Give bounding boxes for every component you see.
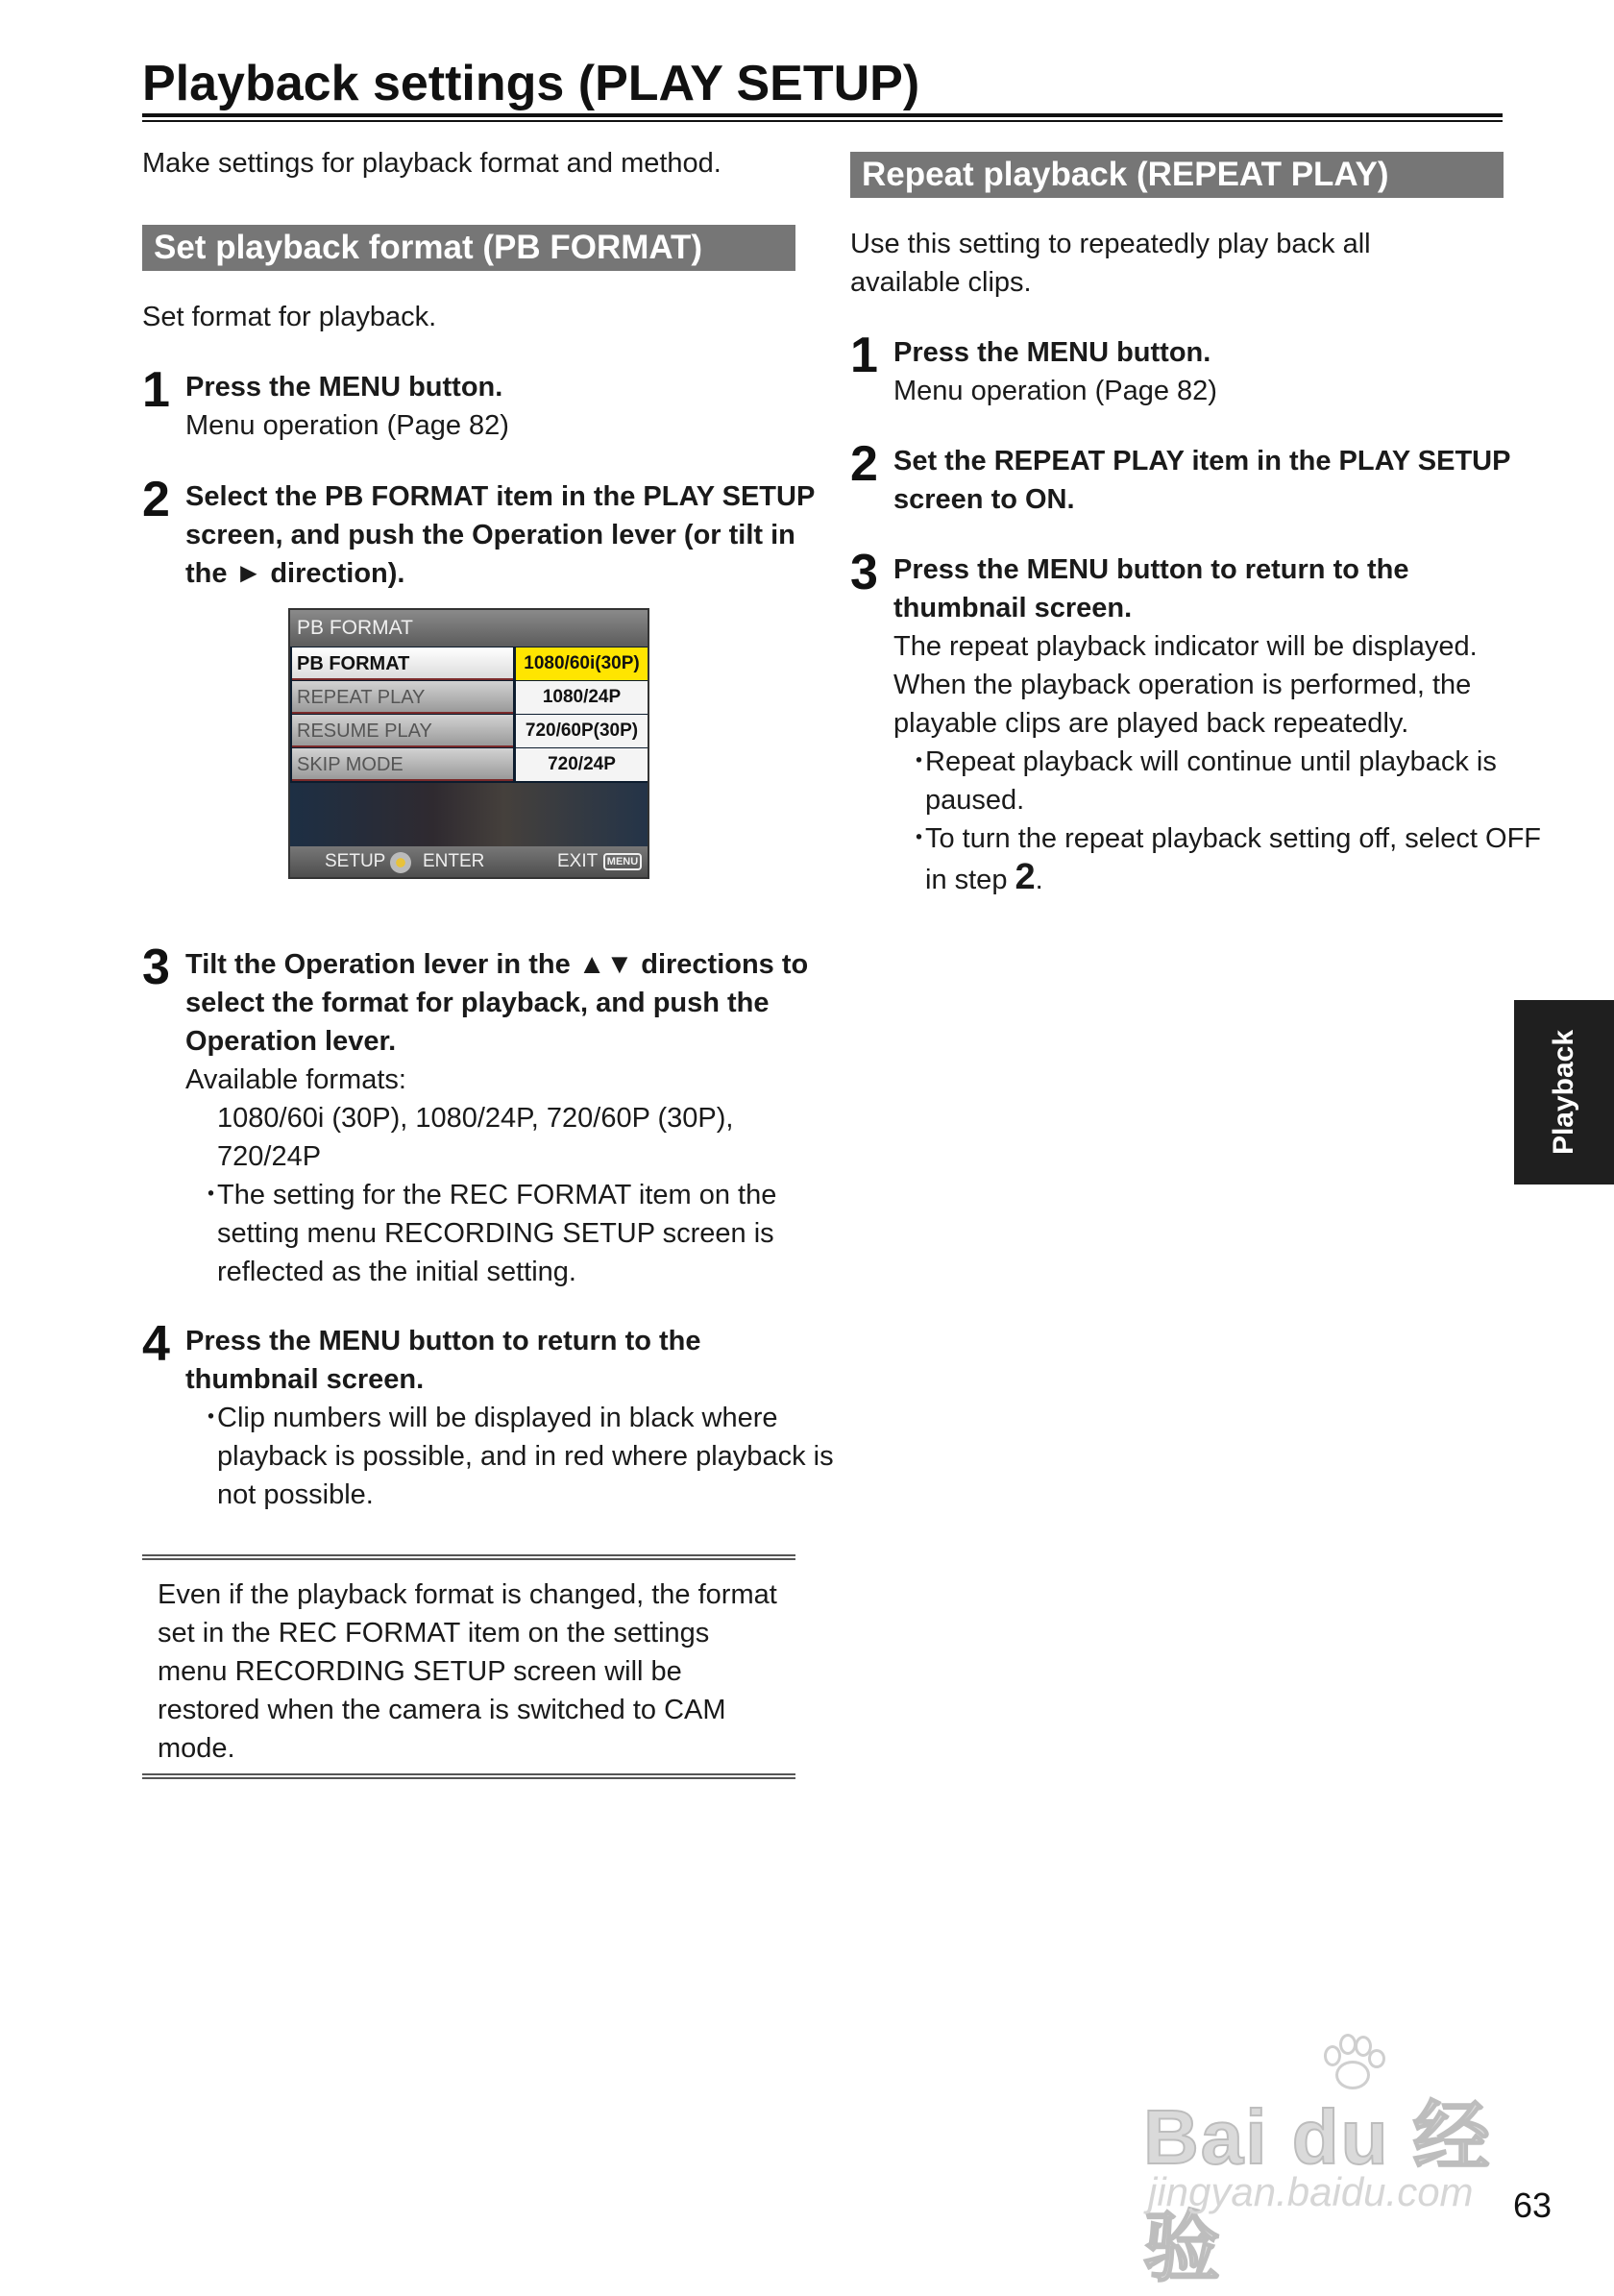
bullet-text: Clip numbers will be displayed in black where playback is possible, and in red where playback is not possible. bbox=[217, 1403, 834, 1510]
step-title: Press the MENU button. bbox=[185, 372, 503, 403]
bullet-item bbox=[893, 743, 1547, 819]
menu-row-pb-format bbox=[290, 647, 648, 680]
menu-footer bbox=[290, 846, 648, 877]
menu-key-icon: MENU bbox=[603, 853, 642, 870]
menu-row-resume-play bbox=[290, 715, 648, 747]
step-number: 4 bbox=[142, 1316, 170, 1372]
lead-text: Use this setting to repeatedly play back all available clips. bbox=[850, 229, 1371, 298]
note-rule-bottom bbox=[142, 1773, 795, 1779]
note-text: Even if the playback format is changed, the format set in the REC FORMAT item on the settings menu RECORDING SETUP screen will be restored when the camera is switched to CAM mode. bbox=[158, 1579, 777, 1764]
step-title: Press the MENU button. bbox=[893, 337, 1211, 368]
intro-text: Make settings for playback format and method. bbox=[142, 148, 721, 179]
bullet-glyph: ・ bbox=[905, 746, 934, 777]
title-rule bbox=[142, 113, 1503, 122]
bullet-item bbox=[185, 1176, 839, 1291]
bullet-glyph: ・ bbox=[905, 823, 934, 854]
footer-exit-label: EXIT bbox=[557, 851, 599, 871]
bullet-text: To turn the repeat playback setting off, select OFF in step bbox=[925, 823, 1542, 895]
bullet-item bbox=[185, 1399, 839, 1514]
menu-row-value: 1080/60i(30P) bbox=[516, 647, 648, 680]
baidu-watermark bbox=[1143, 2032, 1518, 2290]
step-body: Menu operation (Page 82) bbox=[893, 376, 1217, 406]
footer-enter-label: ENTER bbox=[423, 851, 485, 871]
page-title: Playback settings (PLAY SETUP) bbox=[142, 56, 920, 111]
step-4 bbox=[142, 1316, 839, 1514]
step-title: Tilt the Operation lever in the ▲▼ directions to select the format for playback, and push the Operation lever. bbox=[185, 949, 809, 1057]
watermark-brand: Bai du 经验 bbox=[1143, 2094, 1492, 2290]
menu-row-value: 720/24P bbox=[516, 748, 648, 781]
step-2 bbox=[850, 436, 1547, 519]
bullet-text: Repeat playback will continue until playback is paused. bbox=[925, 746, 1497, 816]
menu-row-skip-mode bbox=[290, 748, 648, 781]
step-title: Press the MENU button to return to the thumbnail screen. bbox=[893, 554, 1409, 623]
section-heading-pb-format: Set playback format (PB FORMAT) bbox=[142, 225, 795, 271]
menu-row-label: RESUME PLAY bbox=[292, 715, 513, 747]
bullet-glyph: ・ bbox=[197, 1180, 226, 1210]
step-title: Select the PB FORMAT item in the PLAY SETUP screen, and push the Operation lever (or tilt in the ► direction). bbox=[185, 481, 815, 589]
step-1 bbox=[850, 328, 1547, 410]
step-3 bbox=[850, 545, 1547, 899]
menu-row-value: 1080/24P bbox=[516, 681, 648, 714]
page-number: 63 bbox=[1513, 2186, 1553, 2225]
menu-row-repeat-play bbox=[290, 681, 648, 714]
step-reference: 2 bbox=[1015, 857, 1036, 897]
step-body: Menu operation (Page 82) bbox=[185, 410, 509, 441]
step-number: 3 bbox=[850, 545, 878, 600]
note-box bbox=[142, 1556, 795, 1779]
menu-row-label: PB FORMAT bbox=[292, 647, 513, 680]
step-title: Press the MENU button to return to the thumbnail screen. bbox=[185, 1326, 701, 1395]
menu-row-value: 720/60P(30P) bbox=[516, 715, 648, 747]
side-tab-label: Playback bbox=[1548, 1029, 1579, 1156]
joystick-icon bbox=[390, 852, 411, 873]
lead-text: Set format for playback. bbox=[142, 302, 437, 332]
footer-setup-label: SETUP bbox=[325, 851, 386, 871]
menu-background-image bbox=[290, 783, 648, 846]
step-title: Set the REPEAT PLAY item in the PLAY SETUP screen to ON. bbox=[893, 446, 1510, 515]
menu-row-label: SKIP MODE bbox=[292, 748, 513, 781]
menu-row-label: REPEAT PLAY bbox=[292, 681, 513, 714]
bullet-glyph: ・ bbox=[197, 1403, 226, 1433]
step-number: 2 bbox=[850, 436, 878, 492]
watermark-url: jingyan.baidu.com bbox=[1148, 2169, 1474, 2214]
step-1 bbox=[142, 362, 839, 445]
section-heading-repeat-play: Repeat playback (REPEAT PLAY) bbox=[850, 152, 1504, 198]
step-number: 2 bbox=[142, 472, 170, 527]
menu-title: PB FORMAT bbox=[290, 610, 648, 647]
step-number: 1 bbox=[850, 328, 878, 383]
bullet-text: The setting for the REC FORMAT item on the setting menu RECORDING SETUP screen is reflected as the initial setting. bbox=[217, 1180, 777, 1287]
side-tab-playback bbox=[1514, 1000, 1614, 1185]
bullet-text-end: . bbox=[1035, 865, 1043, 895]
camera-menu-screenshot bbox=[288, 608, 649, 879]
step-body: The repeat playback indicator will be displayed. When the playback operation is performed, the playable clips are played back repeatedly. bbox=[893, 631, 1478, 739]
format-list: 1080/60i (30P), 1080/24P, 720/60P (30P), 720/24P bbox=[217, 1103, 734, 1172]
step-number: 1 bbox=[142, 362, 170, 418]
bullet-item bbox=[893, 819, 1547, 899]
step-body: Available formats: bbox=[185, 1064, 406, 1095]
step-number: 3 bbox=[142, 940, 170, 995]
step-2 bbox=[142, 472, 839, 593]
step-3 bbox=[142, 940, 839, 1291]
